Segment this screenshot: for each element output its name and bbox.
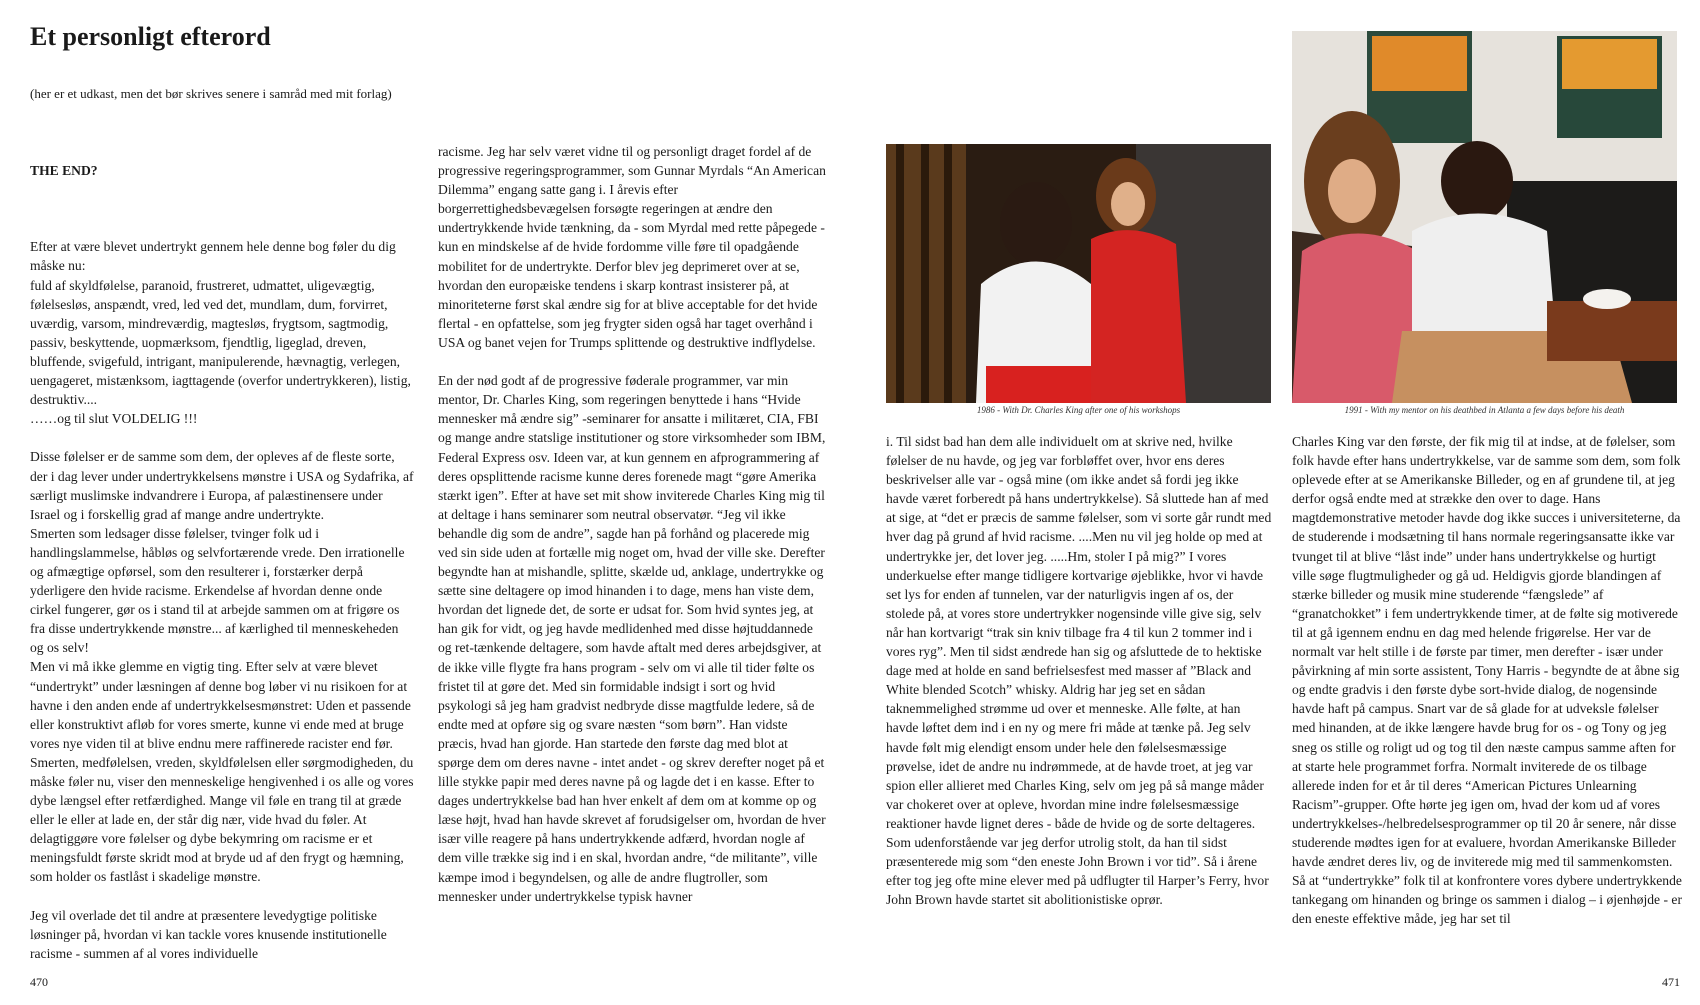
column-1-body: Efter at være blevet undertrykt gennem hele denne bog føler du dig måske nu: fuld af skyldfølelse, paranoid, frustreret, udmattet, uligevægtig, følelsesløs, anspændt, vred, led ved det, mundlam, dum, forvirret, uværdig, varsom, mindreværdig, magtesløs, frygtsom, sagtmodig, passiv, beskyttende, uopmærksom, fjendtlig, ligeglad, dreven, bluffende, svigefuld, intrigant, manipulerende, hævnagtig, verlegen, uengageret, mistænksom, iagttagende (overfor undertrykkeren), listig, destruktiv.... ……og til slut VOLDELIG !!! Disse følelser er de samme som dem, der opleves af de fleste sorte, der i dag lever under undertrykkelsens mønstre i USA og Sydafrika, af særligt muslimske indvandrere i Europa, af palæstinensere under Israel og i forskellig grad af mange andre undertrykte. Smerten som ledsager disse følelser, tvinger folk ud i handlingslammelse, håbløs og selvfortærende vrede. Den irrationelle og afmægtige opførsel, som den resulterer i, forstærker derpå yderligere den hvide racisme. Erkendelse af hvordan denne onde cirkel fungerer, gør os i stand til at arbejde sammen om at frigøre os fra disse undertrykkende mønstre... af kærlighed til menneskeheden og os selv! Men vi må ikke glemme en vigtig ting. Efter selv at være blevet “undertrykt” under læsningen af denne bog løber vi nu risikoen for at havne i den anden ende af undertrykkelsesmønstret: Uden et passende eller konstruktivt afløb for vores smerte, kunne vi ende med at bruge vores nye viden til at blive endnu mere raffinerede racister end før. Smerten, medfølelsen, vreden, skyldfølelsen eller sørgmodigheden, du måske føler nu, viser den menneskelige hengivenhed i os alle og vores dybe længsel efter retfærdighed. Mange vil føle en trang til at græde eller le eller at lade en, der står dig nær, vide hvad du føler. At delagtiggøre vore følelser og dybe bekymring om racisme er et meningsfuldt første skridt mod at bryde ud af den frygt og hæmning, som holder os fastlåst i skadelige mønstre. Jeg vil overlade det til andre at præsentere levedygtige politiske løsninger på, hvordan vi kan tackle vores knusende institutionelle racisme - summen af al vores individuelle xyxy=(30,239,414,961)
photo-1991 xyxy=(1292,31,1677,403)
photo-1991-caption: 1991 - With my mentor on his deathbed in Atlanta a few days before his death xyxy=(1344,405,1625,415)
photo-1986 xyxy=(886,144,1271,403)
page-title: Et personligt efterord xyxy=(30,22,271,51)
page-number-right: 471 xyxy=(1662,975,1680,989)
photo-1986-caption: 1986 - With Dr. Charles King after one of his workshops xyxy=(976,405,1181,415)
photo-1986-image xyxy=(886,144,1271,403)
photo-1991-image xyxy=(1292,31,1677,403)
page-number-left: 470 xyxy=(30,975,48,989)
text-column-2: racisme. Jeg har selv været vidne til og personligt draget fordel af de progressive regeringsprogrammer, som Gunnar Myrdals “An American Dilemma” engang satte gang i. I årevis efter borgerrettighedsbevægelsen forsøgte regeringen at ændre den undertrykkende hvide tænkning, da - som Myrdal med rette påpegede - kun en mindskelse af de hvide fordomme ville føre til opadgående mobilitet for de undertrykte. Derfor blev jeg deprimeret over at se, hvordan den europæiske tendens i skarp kontrast insisterer på, at minoriteterne først skal ændre sig for at blive acceptable for det hvide flertal - en opfattelse, som jeg frygter siden også har taget overhånd i USA og banet vejen for Trumps splittende og destruktive indflydelse. En der nød godt af de progressive føderale programmer, var min mentor, Dr. Charles King, som regeringen benyttede i hans “Hvide mennesker må ændre sig” -seminarer for ansatte i militæret, CIA, FBI og mange andre statslige institutioner og store virksomheder som IBM, Federal Express osv. Ideen var, at kun gennem en afprogrammering af deres opsplittende racisme kunne deres forenede magt “gøre Amerika stærkt igen”. Efter at have set mit show inviterede Charles King mig til at deltage i hans seminarer som neutral observatør. “Jeg vil ikke behandle dig som de andre”, sagde han på forhånd og placerede mig ved sin side uden at fortælle mig noget om, hvad der ville ske. Derefter begyndte han at mishandle, splitte, skælde ud, anklage, undertrykke og sætte sine deltagere op imod hinanden i to dage, mens han viste dem, hvordan det lignede det, de sorte er udsat for. Som hvid syntes jeg, at han gik for vidt, og jeg havde medlidenhed med disse højtuddannede og ret-tænkende deltagere, som havde aftalt med deres arbejdsgiver, at de ikke ville flygte fra hans program - selv om vi alle til tider følte os fristet til at gøre det. Med sin formidable indsigt i sort og hvid psykologi så jeg ham gradvist nedbryde disse magtfulde ledere, så de endte med at opføre sig og svare næsten “som børn”. Han vidste præcis, hvad han gjorde. Han startede den første dag med blot at spørge dem om deres navne - intet andet - og skrev derefter noget på et lille stykke papir med deres navne på og lagde det i en kasse. Efter to dages undertrykkelse bad han hver enkelt af dem om at komme op og læse højt, hvad han havde skrevet af forudsigelser om, hvordan de hver især ville reagere på hans undertrykkende adfærd, hvordan nogle af dem ville trække sig ind i en skal, hvordan andre, “de militante”, ville kæmpe imod i begyndelsen, og alle de andre flugtroller, som mennesker under undertrykkelse typisk havner xyxy=(438,144,826,904)
subtitle: (her er et udkast, men det bør skrives senere i samråd med mit forlag) xyxy=(30,86,392,101)
text-column-3: i. Til sidst bad han dem alle individuelt om at skrive ned, hvilke følelser de nu havde, og jeg var forbløffet over, hvor ens deres beskrivelser alle var - også mine (om ikke andet så fordi jeg ikke havde været forberedt på hans undertrykkelse). Så sluttede han af med at sige, at “det er præcis de samme følelser, som vi sorte går rundt med hver dag på grund af hvid racisme. ....Men nu vil jeg holde op med at undertrykke jer, det lover jeg. .....Hm, stoler I på mig?” I vores underkuelse efter mange tidligere kortvarige øjeblikke, hvor vi havde set lys for enden af tunnelen, var der naturligvis ingen af os, der stolede på, at vores store undertrykker nogensinde ville give sig, selv når han kortvarigt “trak sin kniv tilbage fra 4 til kun 2 tommer ind i vores ryg”. Men til sidst ændrede han sig og afsluttede de to hektiske dage med at holde en sand befrielsesfest med masser af ”Black and White blended Scotch” whisky. Aldrig har jeg set en sådan taknemmelighed strømme ud over et menneske. Alle følte, at han havde løftet dem ind i en ny og mere fri måde at tænke på. Jeg selv havde følt mig elendigt ensom under hele den følelsesmæssige prøvelse, idet de andre nu indrømmede, at de havde troet, at jeg var spion eller allieret med Charles King, selv om jeg på så mange måder var chokeret over at opleve, hvordan mine indre følelsesmæssige reaktioner havde lignet deres - både de hvide og de sorte deltageres. Som udenforstående var jeg derfor utrolig stolt, da han til sidst præsenterede mig som “den eneste John Brown i vor tid”. Så i årene efter tog jeg ofte mine elever med på udflugter til Harper’s Ferry, hvor John Brown havde startet sit abolitionistiske oprør. xyxy=(886,434,1272,908)
section-heading: THE END? xyxy=(30,163,98,179)
text-column-4: Charles King var den første, der fik mig til at indse, at de følelser, som folk havde efter hans undertrykkelse, var de samme som dem, som folk oplevede efter at se Amerikanske Billeder, og en af grundene til, at jeg derfor også endte med at strække den over to dage. Hans magtdemonstrative metoder havde dog ikke succes i universiteterne, da de studerende i modsætning til hans normale regeringsansatte ikke var tvunget til at blive “låst inde” under hans undertrykkelse og hurtigt ville søge flugtmuligheder og gå ud. Heldigvis gjorde blandingen af stærke billeder og musik mine studerende “fængslede” af “granatchokket” i fem undertrykkende timer, at de følte sig motiverede til at gå igennem endnu en dag med helende frigørelse. Her var de normalt var helt stille i de første par timer, men derefter - især under påvirkning af min sorte assistent, Tony Harris - begyndte de at åbne sig og endte gradvis i den første dybe sort-hvide dialog, de nogensinde havde haft på campus. Snart var de så glade for at udveksle følelser med hinanden, at de ikke længere havde brug for os - og Tony og jeg sneg os stille og roligt ud og tog til den næste campus samme aften for at starte hele programmet forfra. Normalt inviterede de os tilbage allerede inden for et år til deres “American Pictures Unlearning Racism”-grupper. Ofte hørte jeg igen om, hvad der kom ud af vores undertrykkelses-/helbredelsesprogrammer op til 20 år senere, når disse studerende mødtes igen for at evaluere, hvordan Amerikanske Billeder havde ændret deres liv, og de inviterede mig med til sammenkomsten. Så at “undertrykke” folk til at konfrontere vores dybere undertrykkende tankegang om hinanden og bringe os sammen i dialog – i øjenhøjde - er den eneste effektive måde, jeg har set til xyxy=(1292,434,1682,927)
text-column-1 xyxy=(30,142,415,963)
